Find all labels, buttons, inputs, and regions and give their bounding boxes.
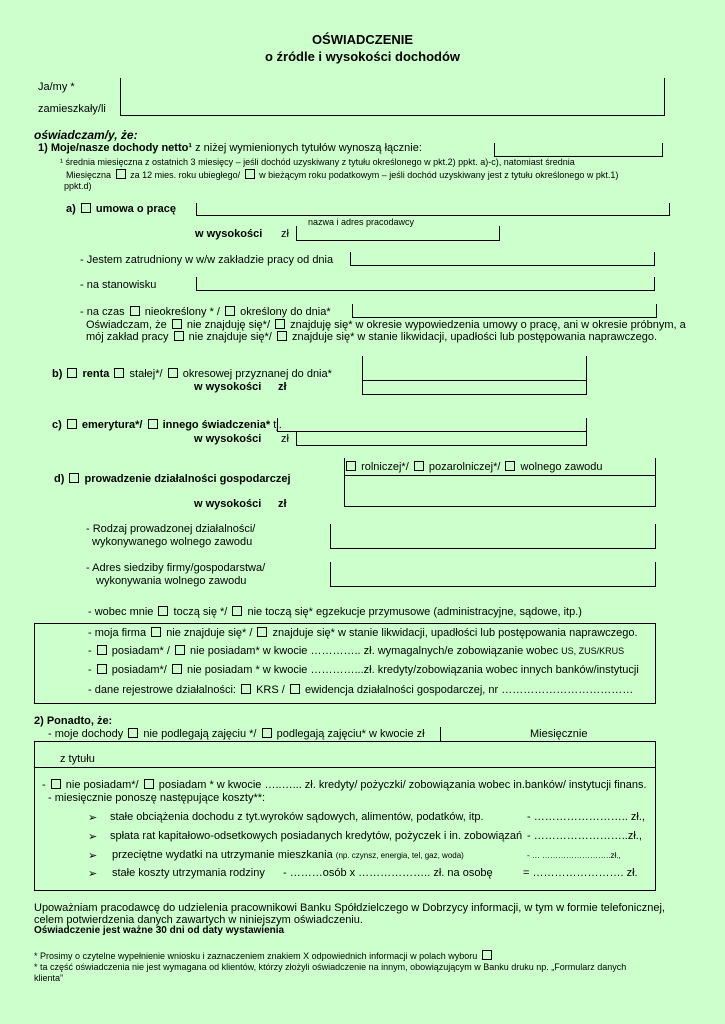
krs-checkbox[interactable] [241,684,251,694]
banki-nie-posiadam-checkbox[interactable] [172,664,182,674]
banki-posiadam-checkbox[interactable] [97,664,107,674]
arrow-icon: ➢ [88,831,98,843]
adres-label-2: wykonywania wolnego zawodu [96,575,247,587]
current-year-checkbox[interactable] [245,169,255,179]
b-wys-label: w wysokości [194,381,262,393]
zaklad-likwidacja-checkbox[interactable] [277,331,287,341]
b-line: b) renta stałej*/ okresowej przyznanej do dnia* [52,368,332,380]
koszt-3-line: przeciętne wydatki na utrzymanie mieszkania (np. czynsz, energia, tel, gaz, woda) [112,849,464,861]
rodzaj-label-2: wykonywanego wolnego zawodu [92,536,253,548]
s1-line [38,142,422,154]
d-zl-label: zł [278,498,287,510]
c-zl-label: zł [281,433,289,445]
oswiadczam-label: oświadczam/y, że: [34,128,138,142]
wolny-zawod-checkbox[interactable] [505,461,515,471]
employed-since-field[interactable] [350,252,655,266]
waznosc-label: Oświadczenie jest ważne 30 dni od daty wystawienia [34,925,285,936]
koszt-4-label: stałe koszty utrzymania rodziny [112,867,265,879]
koszt-2-label: spłata rat kapitałowo-odsetkowych posiadanych kredytów, pożyczek i in. zobowiązań [110,830,523,842]
a-amount-field[interactable] [296,226,500,241]
rodzaj-field[interactable] [330,524,656,549]
zaklad-nie-likwidacja-checkbox[interactable] [174,331,184,341]
egzekucje-nie-checkbox[interactable] [232,606,242,616]
egzekucje-tak-checkbox[interactable] [158,606,168,616]
page-title: OŚWIADCZENIE [311,32,414,47]
rodzaj-label-1: - Rodzaj prowadzonej działalności/ [86,523,256,535]
s1-label: 1) Moje/nasze dochody netto¹ [38,142,193,154]
stanowisko-label: - na stanowisku [80,279,157,291]
emerytura-checkbox[interactable] [67,419,77,429]
likwidacja-line: mój zakład pracy nie znajduje się*/ znajduje się* w stanie likwidacji, upadłości lub postępowania naprawczego. [86,331,658,343]
renta-checkbox[interactable] [67,368,77,378]
renta-date-field[interactable] [362,356,587,395]
zatrudniony-label: - Jestem zatrudniony w w/w zakładzie pracy od dnia [80,254,334,266]
total-income-field[interactable] [494,143,663,157]
inne-swiadczenie-checkbox[interactable] [148,419,158,429]
firma-likwidacja-checkbox[interactable] [257,627,267,637]
b-zl-label: zł [278,381,287,393]
name-address-field[interactable] [120,78,665,116]
a-wys-label: w wysokości [195,228,263,240]
wypowiedzenie-line: Oświadczam, że nie znajduję się*/ znajduję się* w okresie wypowiedzenia umowy o pracę, ani w okresie próbnym, a [86,319,686,331]
s1-footnote-3: ppkt.d) [64,181,92,191]
employer-field[interactable] [196,203,670,216]
nie-zajecie-checkbox[interactable] [128,728,138,738]
position-field[interactable] [196,277,655,291]
note-3: klienta” [34,973,64,983]
c-wys-label: w wysokości [194,433,262,445]
koszt-1-label: stałe obciążenia dochodu z tyt.wyroków sądowych, alimentów, podatków, itp. [110,811,484,823]
nieokreslony-checkbox[interactable] [130,306,140,316]
dzialalnosc-checkbox[interactable] [69,473,79,483]
zajecie-line: - moje dochody nie podlegają zajęciu */ podlegają zajęciu* w kwocie zł [48,728,425,740]
adres-label-1: - Adres siedziby firmy/gospodarstwa/ [86,562,266,574]
koszt-2-value[interactable]: - ……………………..zł., [527,830,642,842]
ewidencja-checkbox[interactable] [290,684,300,694]
us-nie-posiadam-checkbox[interactable] [175,645,185,655]
us-posiadam-checkbox[interactable] [97,645,107,655]
rolnicza-checkbox[interactable] [346,461,356,471]
d-type-line: rolniczej*/ pozarolniczej*/ wolnego zawodu [344,461,603,473]
renta-stala-checkbox[interactable] [114,368,124,378]
arrow-icon: ➢ [88,812,98,824]
page-subtitle: o źródle i wysokości dochodów [264,49,461,64]
kredyty-line: - nie posiadam*/ posiadam * w kwocie …..…... zł. kredyty/ pożyczki/ zobowiązania wobec in.banków/ instytucji finans. [42,779,647,791]
nazwa-hint: nazwa i adres pracodawcy [308,217,415,227]
c-line: c) emerytura*/ innego świadczenia* tj. [52,419,282,431]
arrow-icon: ➢ [88,850,98,862]
d-wys-label: w wysokości [194,498,262,510]
jamy-label: Ja/my * [38,81,75,93]
note-1: * Prosimy o czytelne wypełnienie wniosku i zaznaczeniem znakiem X odpowiednich informacji w polach wyboru [34,950,494,961]
umowa-checkbox[interactable] [81,203,91,213]
okreslony-checkbox[interactable] [225,306,235,316]
c-amount-field[interactable] [296,431,587,446]
s1-rest: z niżej wymienionych tytułów wynoszą łącznie: [195,142,422,154]
koszt-1-value[interactable]: - …………………….. zł., [527,811,645,823]
d-line: d) prowadzenie działalności gospodarczej [54,473,291,485]
firma-nie-likwidacja-checkbox[interactable] [151,627,161,637]
zobowiazania-banki-line: - posiadam*/ nie posiadam * w kwocie …………...zł. kredyty/zobowiązania wobec innych banków/instytucji [88,664,639,676]
nie-wypowiedzenie-checkbox[interactable] [172,319,182,329]
koszt-3-value[interactable]: - … ……………………..zł., [527,851,621,860]
zajecie-checkbox[interactable] [262,728,272,738]
a-line: a) umowa o pracę [66,203,176,215]
zamieszkaly-label: zamieszkały/li [38,103,106,115]
swiadczenie-type-field[interactable] [277,418,587,432]
example-checkbox [482,950,492,960]
wypowiedzenie-checkbox[interactable] [275,319,285,329]
contract-end-field[interactable] [352,304,657,318]
dane-rejestrowe-line: - dane rejestrowe działalności: KRS / ewidencja działalności gospodarczej, nr ……………………………… [88,684,634,696]
s2-label: 2) Ponadto, że: [34,715,113,727]
s1-footnote-2: Miesięczna za 12 mies. roku ubiegłego/ w bieżącym roku podatkowym – jeśli dochód uzyskiwany jest z tytułu określonego w pkt.1) [66,170,619,180]
adres-field[interactable] [330,562,656,587]
koszty-label: - miesięcznie ponoszę następujące koszty**: [48,792,266,804]
upowaznienie-1: Upoważniam pracodawcę do udzielenia pracownikowi Banku Spółdzielczego w Dobrzycy informacji, w tym w formie telefonicznej, [34,902,665,914]
pozarolnicza-checkbox[interactable] [414,461,424,471]
kredyty-posiadam-checkbox[interactable] [144,779,154,789]
koszt-4-calc[interactable]: - ………osób x ……………….. zł. na osobę [283,867,493,879]
upowaznienie-2: celem potwierdzenia danych zawartych w niniejszym oświadczeniu. [34,914,363,926]
firma-line: - moja firma nie znajduje się* / znajduje się* w stanie likwidacji, upadłości lub postępowania naprawczego. [88,627,638,639]
note-2: * ta część oświadczenia nie jest wymagana od klientów, którzy złożyli oświadczenie na innym, obowiązującym w Banku druku np. „Formularz danych [34,962,627,972]
renta-okresowa-checkbox[interactable] [168,368,178,378]
arrow-icon: ➢ [88,868,98,880]
egzekucje-line: - wobec mnie toczą się */ nie toczą się* egzekucje przymusowe (administracyjne, sądowe, itp.) [88,606,582,618]
kredyty-nie-posiadam-checkbox[interactable] [51,779,61,789]
czas-line: - na czas nieokreślony * / określony do dnia* [80,306,331,318]
zajecie-amount-field[interactable] [440,727,528,742]
a-zl-label: zł [281,228,289,240]
miesiecznie-label: Miesięcznie [530,728,588,740]
zobowiazania-us-line: - posiadam* / nie posiadam* w kwocie ………….. zł. wymagalnych/e zobowiązanie wobec US, ZUS/KRUS [88,645,625,657]
s1-footnote-1: ¹ średnia miesięczna z ostatnich 3 miesięcy – jeśli dochód uzyskiwany z tytułu określonego w pkt.2) ppkt. a)-c), natomiast średnia [60,157,575,167]
koszt-4-value[interactable]: = ……………………. zł. [523,867,638,879]
last-year-checkbox[interactable] [116,169,126,179]
tytul-label: z tytułu [60,753,95,765]
